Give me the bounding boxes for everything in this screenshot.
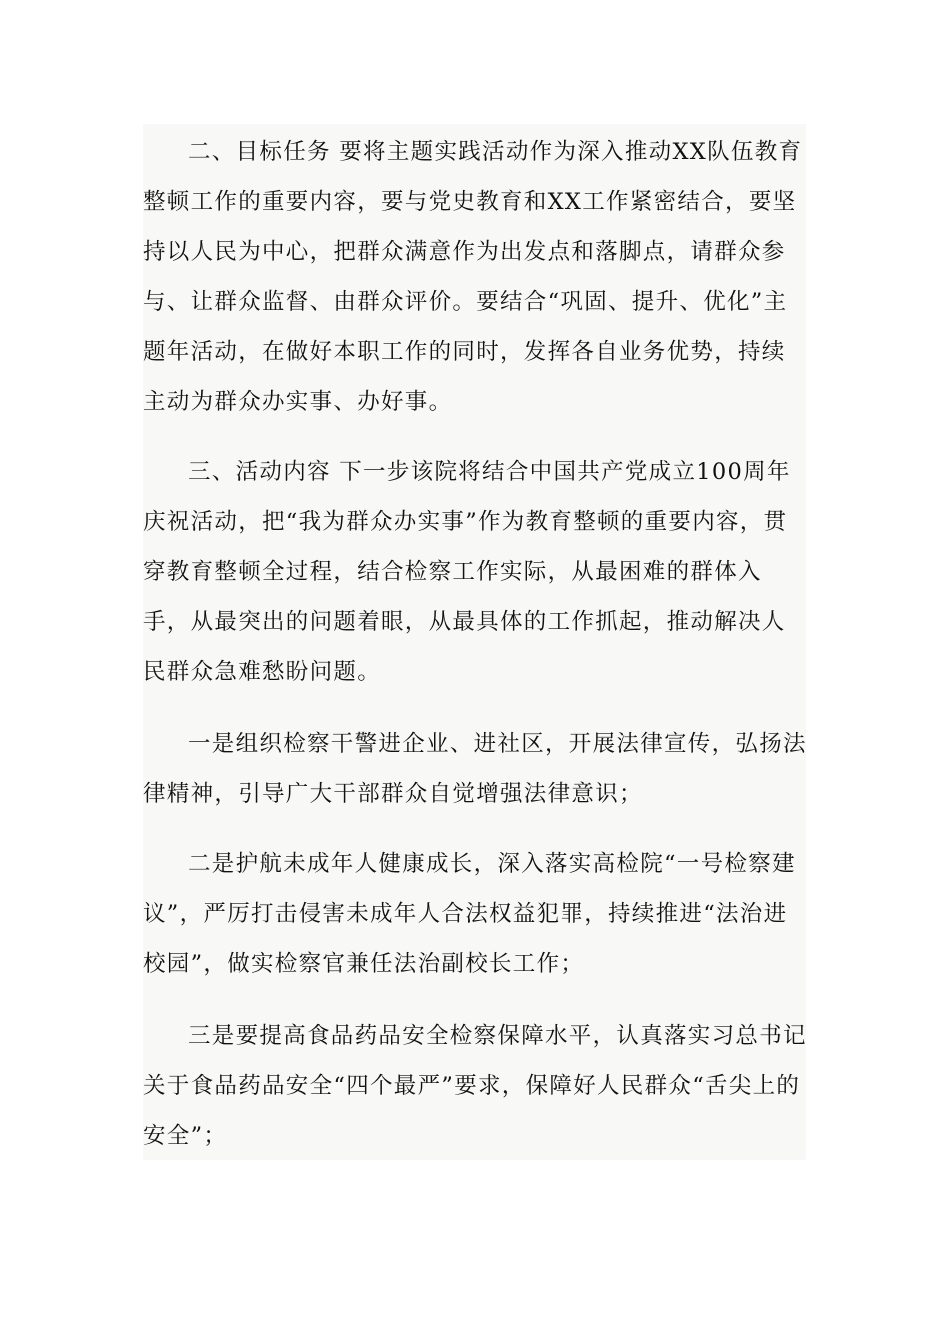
paragraph-item-three: 三是要提高食品药品安全检察保障水平，认真落实习总书记关于食品药品安全“四个最严”要求，保障好人民群众“舌尖上的安全”；: [143, 1023, 807, 1149]
document-text-block: [143, 124, 806, 1160]
paragraph-item-one: 一是组织检察干警进企业、进社区，开展法律宣传，弘扬法律精神，引导广大干部群众自觉增强法律意识；: [143, 731, 807, 807]
paragraph-activity-content: 三、活动内容 下一步该院将结合中国共产党成立100周年庆祝活动，把“我为群众办实事”作为教育整顿的重要内容，贯穿教育整顿全过程，结合检察工作实际，从最困难的群体入手，从最突出的问题着眼，从最具体的工作抓起，推动解决人民群众急难愁盼问题。: [143, 459, 791, 685]
paragraph-item-two: 二是护航未成年人健康成长，深入落实高检院“一号检察建议”，严厉打击侵害未成年人合法权益犯罪，持续推进“法治进校园”，做实检察官兼任法治副校长工作；: [143, 851, 796, 977]
paragraph-goals: 二、目标任务 要将主题实践活动作为深入推动XX队伍教育整顿工作的重要内容，要与党史教育和XX工作紧密结合，要坚持以人民为中心，把群众满意作为出发点和落脚点，请群众参与、让群众监督、由群众评价。要结合“巩固、提升、优化”主题年活动，在做好本职工作的同时，发挥各自业务优势，持续主动为群众办实事、办好事。: [143, 139, 803, 415]
